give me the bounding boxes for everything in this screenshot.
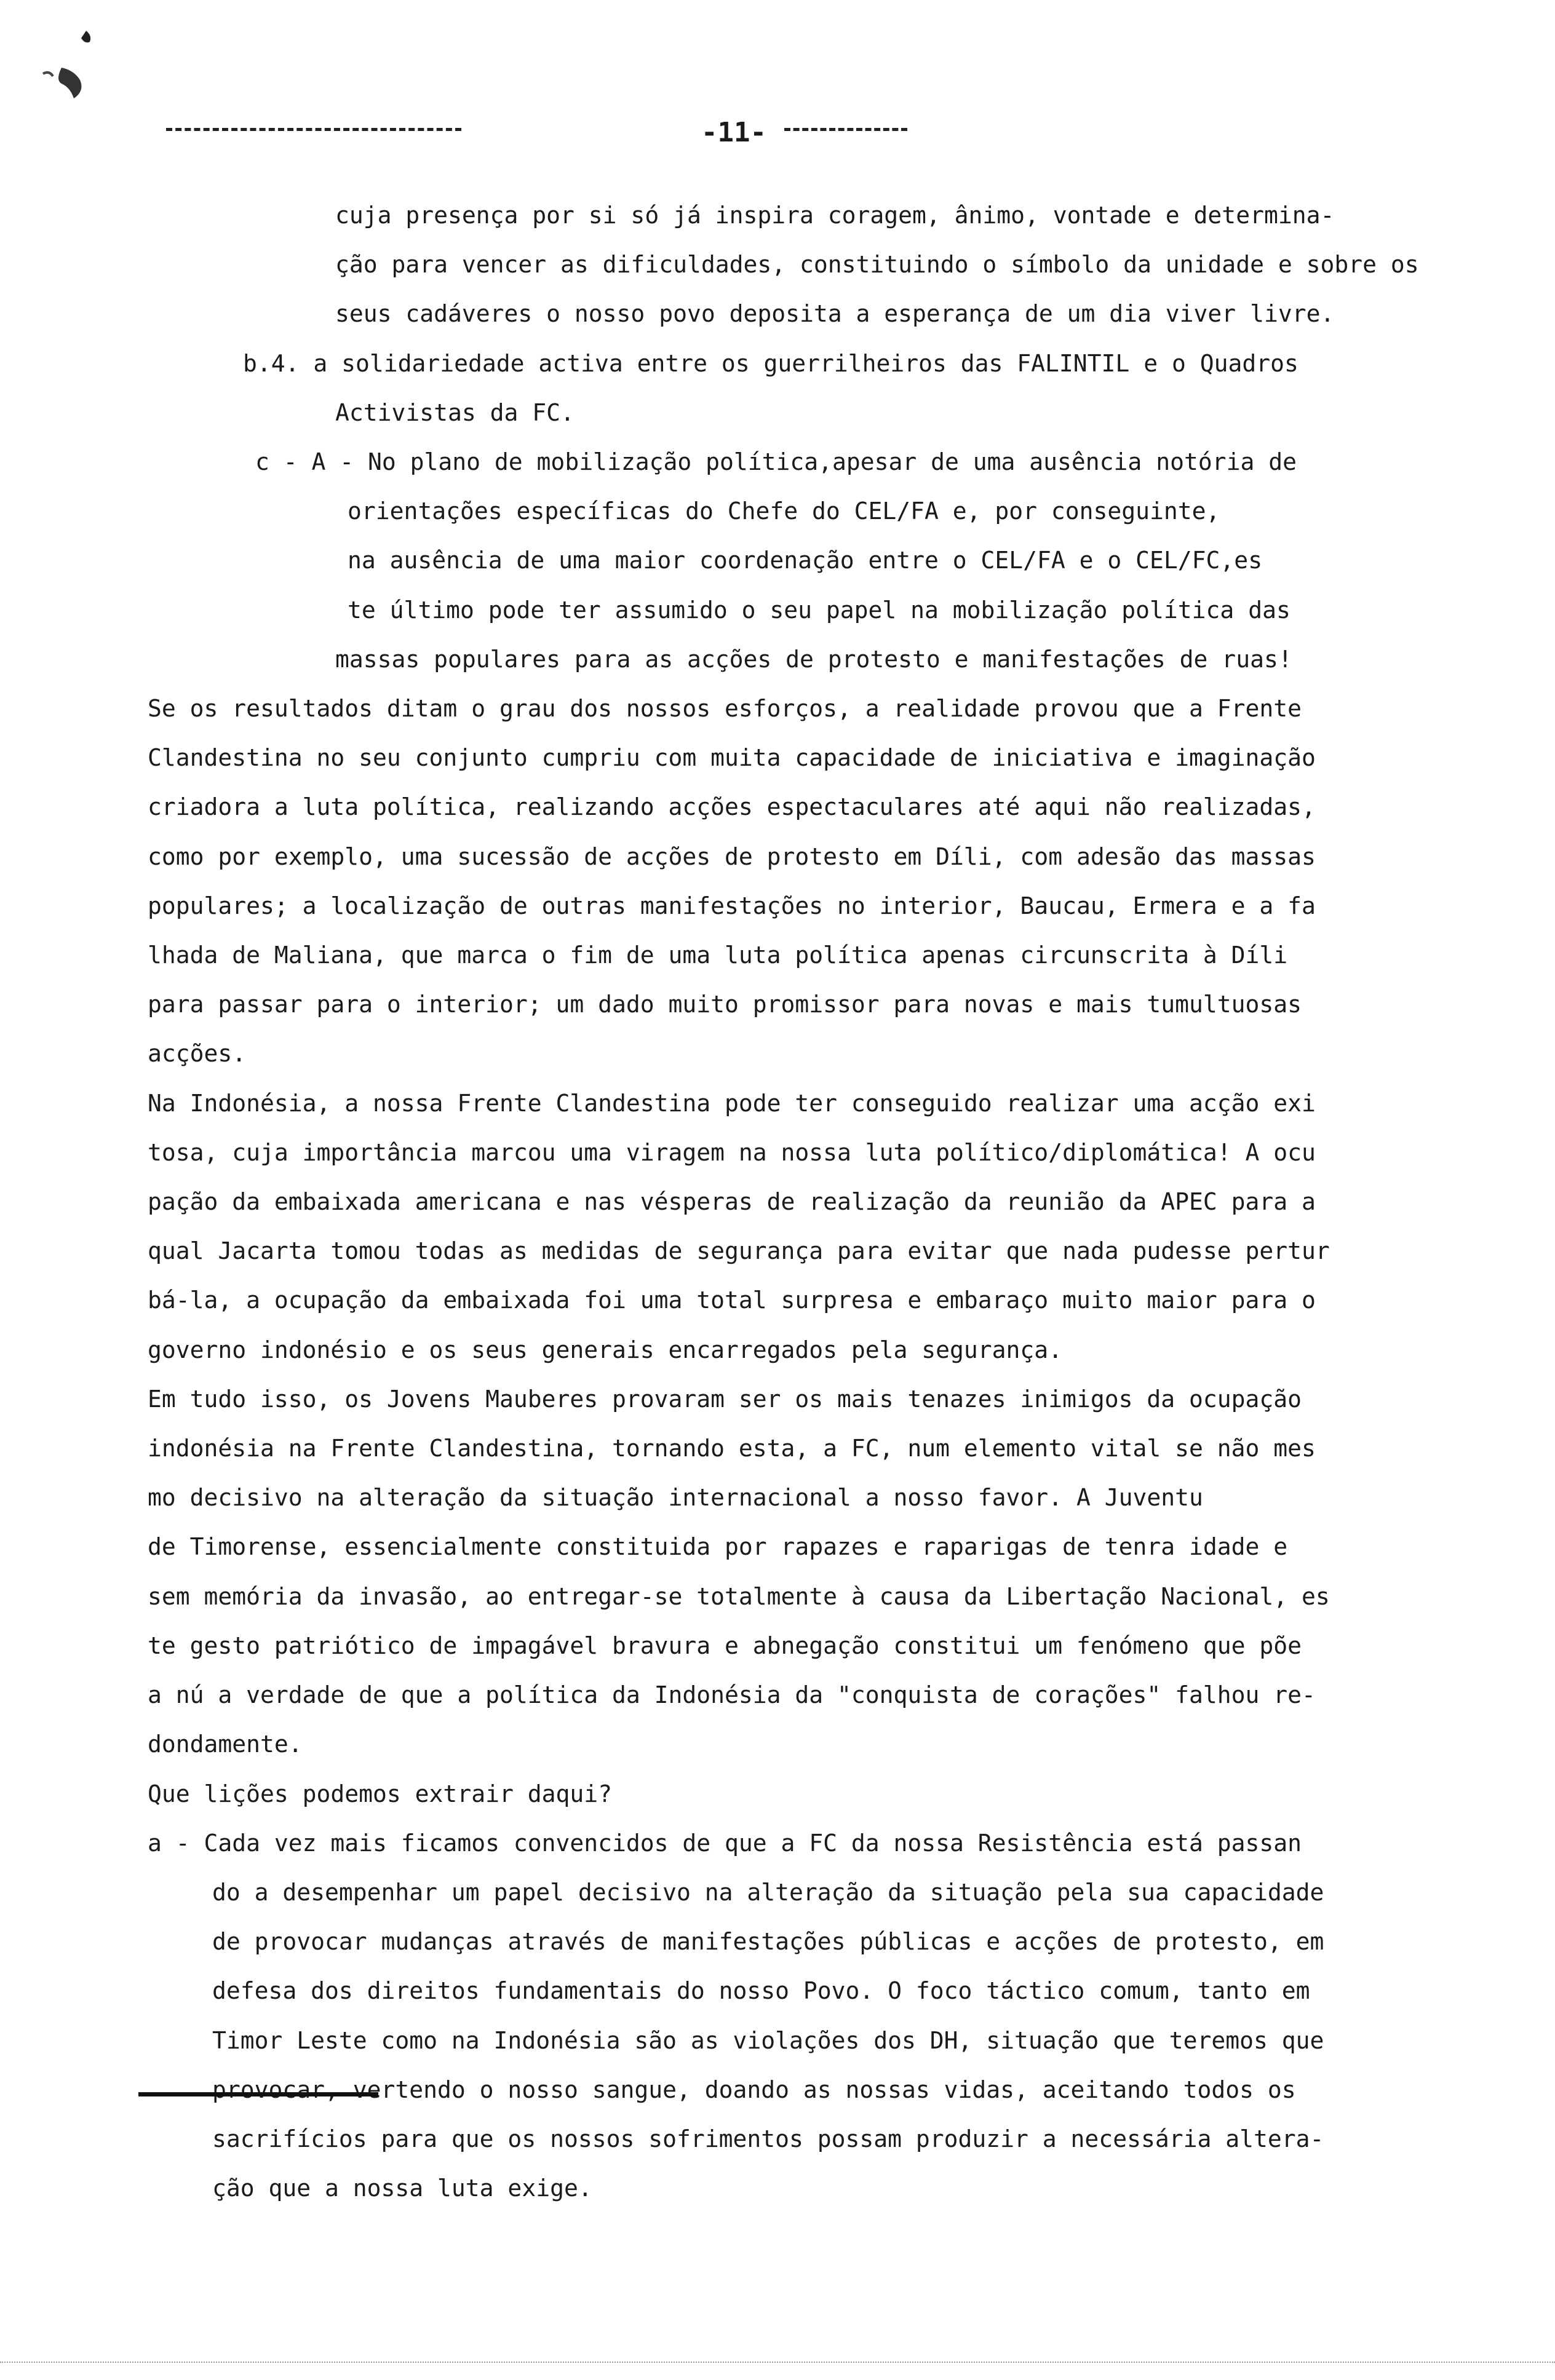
- corner-ink-mark-icon: [25, 12, 111, 111]
- text-line: defesa dos direitos fundamentais do nosso Povo. O foco táctico comum, tanto em: [212, 1977, 1310, 2005]
- text-line: provocar, vertendo o nosso sangue, doando as nossas vidas, aceitando todos os: [212, 2076, 1296, 2103]
- text-line: Clandestina no seu conjunto cumpriu com muita capacidade de iniciativa e imaginação: [148, 744, 1316, 772]
- text-line: Timor Leste como na Indonésia são as violações dos DH, situação que teremos que: [212, 2026, 1324, 2054]
- text-line: Em tudo isso, os Jovens Mauberes provaram ser os mais tenazes inimigos da ocupação: [148, 1385, 1302, 1413]
- header-dash-left: [166, 128, 461, 131]
- text-line: na ausência de uma maior coordenação entre o CEL/FA e o CEL/FC,es: [348, 547, 1263, 574]
- text-line: Activistas da FC.: [335, 399, 575, 426]
- text-line: massas populares para as acções de protesto e manifestações de ruas!: [335, 645, 1292, 673]
- text-line: Se os resultados ditam o grau dos nossos esforços, a realidade provou que a Frente: [148, 695, 1302, 723]
- text-line: pação da embaixada americana e nas vésperas de realização da reunião da APEC para a: [148, 1188, 1316, 1216]
- text-line: sem memória da invasão, ao entregar-se totalmente à causa da Libertação Nacional, es: [148, 1582, 1330, 1610]
- text-line: mo decisivo na alteração da situação internacional a nosso favor. A Juventu: [148, 1484, 1203, 1512]
- text-line: bá-la, a ocupação da embaixada foi uma total surpresa e embaraço muito maior para o: [148, 1287, 1316, 1314]
- text-line: de Timorense, essencialmente constituida por rapazes e raparigas de tenra idade e: [148, 1533, 1288, 1561]
- page-number: -11-: [701, 117, 766, 148]
- text-line: acções.: [148, 1040, 247, 1068]
- text-line: como por exemplo, uma sucessão de acções de protesto em Díli, com adesão das massas: [148, 843, 1316, 870]
- text-line: Na Indonésia, a nossa Frente Clandestina pode ter conseguido realizar uma acção exi: [148, 1089, 1316, 1117]
- text-line: a - Cada vez mais ficamos convencidos de que a FC da nossa Resistência está passan: [148, 1829, 1302, 1857]
- text-line: criadora a luta política, realizando acções espectaculares até aqui não realizadas,: [148, 793, 1316, 821]
- text-line: do a desempenhar um papel decisivo na alteração da situação pela sua capacidade: [212, 1878, 1324, 1906]
- page-bottom-edge: [0, 2362, 1555, 2363]
- text-line: qual Jacarta tomou todas as medidas de segurança para evitar que nada pudesse pertur: [148, 1237, 1330, 1265]
- text-line: lhada de Maliana, que marca o fim de uma luta política apenas circunscrita à Díli: [148, 942, 1288, 969]
- text-line: ção que a nossa luta exige.: [212, 2175, 592, 2202]
- text-line: b.4. a solidariedade activa entre os guerrilheiros das FALINTIL e o Quadros: [243, 349, 1298, 377]
- text-line: te último pode ter assumido o seu papel na mobilização política das: [348, 596, 1291, 624]
- text-line: cuja presença por si só já inspira coragem, ânimo, vontade e determina-: [335, 202, 1335, 229]
- text-line: indonésia na Frente Clandestina, tornando esta, a FC, num elemento vital se não mes: [148, 1435, 1316, 1462]
- text-line: ção para vencer as dificuldades, constituindo o símbolo da unidade e sobre os: [335, 251, 1419, 279]
- margin-rule: [138, 2092, 378, 2096]
- text-line: te gesto patriótico de impagável bravura e abnegação constitui um fenómeno que põe: [148, 1632, 1302, 1659]
- page-header: [0, 117, 1555, 148]
- text-line: governo indonésio e os seus generais encarregados pela segurança.: [148, 1336, 1063, 1363]
- body-text: [148, 191, 1439, 2213]
- text-line: populares; a localização de outras manifestações no interior, Baucau, Ermera e a fa: [148, 892, 1316, 919]
- text-line: a nú a verdade de que a política da Indonésia da "conquista de corações" falhou re-: [148, 1681, 1316, 1709]
- text-line: Que lições podemos extrair daqui?: [148, 1780, 612, 1807]
- text-line: sacrifícios para que os nossos sofrimentos possam produzir a necessária altera-: [212, 2125, 1324, 2152]
- text-line: orientações específicas do Chefe do CEL/FA e, por conseguinte,: [348, 498, 1220, 525]
- text-line: para passar para o interior; um dado muito promissor para novas e mais tumultuosas: [148, 991, 1302, 1018]
- text-line: de provocar mudanças através de manifestações públicas e acções de protesto, em: [212, 1928, 1324, 1956]
- text-line: dondamente.: [148, 1731, 303, 1758]
- text-line: tosa, cuja importância marcou uma viragem na nossa luta político/diplomática! A ocu: [148, 1138, 1316, 1166]
- text-line: c - A - No plano de mobilização política,apesar de uma ausência notória de: [255, 448, 1297, 476]
- text-line: seus cadáveres o nosso povo deposita a esperança de um dia viver livre.: [335, 300, 1335, 328]
- header-dash-right: [784, 128, 907, 131]
